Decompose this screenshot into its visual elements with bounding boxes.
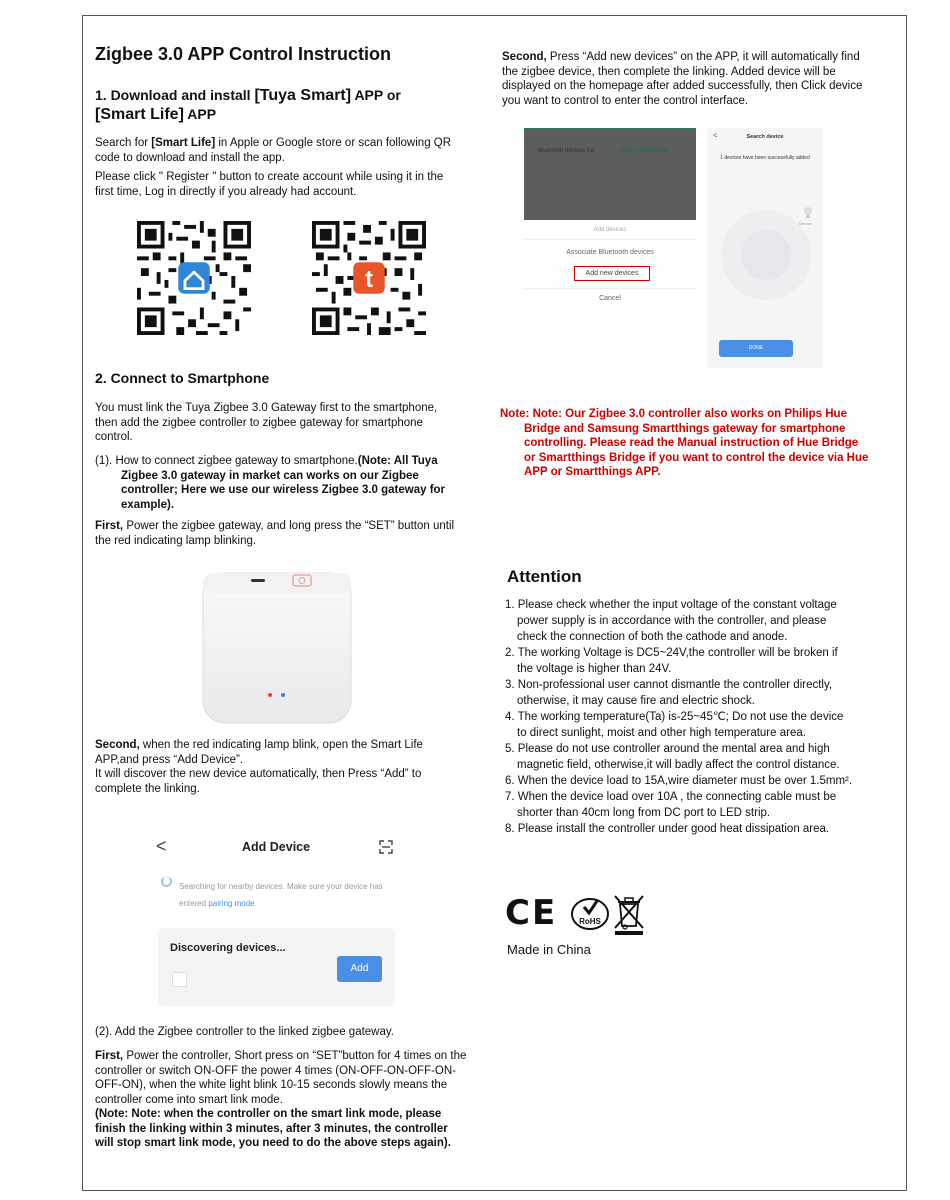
tab-zigbee-devices[interactable]: Zigbee devices list xyxy=(618,148,668,154)
tuya-smart-qr-code[interactable] xyxy=(312,221,426,335)
list-item: 3. Non-professional user cannot dismantle the controller directly, otherwise, it may cause fire and electric shock. xyxy=(505,679,833,707)
add-new-devices-item[interactable]: Add new devices xyxy=(574,266,650,281)
weee-bin-icon xyxy=(611,892,647,936)
discovering-card xyxy=(158,928,395,1006)
section2-second: Second, when the red indicating lamp blink, open the Smart Life APP,and press “Add Device”. It will discover the new device automatically, then Press “Add” to complete the linking. xyxy=(95,739,423,795)
page-title: Zigbee 3.0 APP Control Instruction xyxy=(95,44,392,64)
add-button[interactable]: Add xyxy=(337,956,382,982)
list-item: 2. The working Voltage is DC5~24V,the controller will be broken if the voltage is higher than 24V. xyxy=(505,647,838,675)
svg-text:RoHS: RoHS xyxy=(579,917,601,926)
section2-intro: You must link the Tuya Zigbee 3.0 Gateway first to the smartphone, then add the zigbee controller to zigbee gateway for smartphone control. xyxy=(95,402,438,443)
device-placeholder-icon xyxy=(172,972,187,987)
made-in-china: Made in China xyxy=(507,942,591,957)
done-button[interactable]: DONE xyxy=(719,340,793,357)
add-device-screen xyxy=(146,826,398,1008)
back-icon[interactable]: < xyxy=(156,836,167,856)
success-status: 1 devices have been successfully added xyxy=(720,155,810,161)
rohs-mark xyxy=(570,896,610,932)
section2-first: First, Power the zigbee gateway, and long press the “SET” button until the red indicating lamp blinking. xyxy=(95,520,455,547)
section2-first2: First, Power the controller, Short press on “SET”button for 4 times on the controller or switch ON-OFF the power 4 times (ON-OFF-ON-OFF-ON-OFF-ON), when the white light blink 10-15 seconds slowly means the controller come into smart link mode. (Note: Note: when the controller on the smart link mode, please finish the linking within 3 minutes, after 3 minutes, the controller will stop smart link mode, you need to do the above steps again). xyxy=(95,1050,467,1149)
cancel-item[interactable]: Cancel xyxy=(599,295,621,302)
menu-title: Add devices xyxy=(593,227,627,233)
gateway-app-screen xyxy=(524,128,696,305)
list-item: 4. The working temperature(Ta) is-25~45℃; Do not use the device to direct sunlight, moist and other high temperature area. xyxy=(505,711,844,739)
bulb-icon xyxy=(803,206,813,220)
back-icon[interactable]: < xyxy=(713,131,718,140)
section2-heading: 2. Connect to Smartphone xyxy=(95,370,270,386)
svg-text:t: t xyxy=(365,266,373,293)
section1-para2: Please click " Register " button to create account while using it in the first time, Log in directly if you already had account. xyxy=(95,171,444,198)
add-device-title: Add Device xyxy=(242,840,311,854)
list-item: 7. When the device load over 10A , the connecting cable must be shorter than 40cm long from DC port to LED strip. xyxy=(505,791,837,819)
section2-step1: (1). How to connect zigbee gateway to smartphone.(Note: All Tuya Zigbee 3.0 gateway in market can works on our Zigbee controller; Here we use our wireless Zigbee 3.0 gateway for example). xyxy=(95,455,446,511)
ce-mark: CE xyxy=(505,893,558,933)
smart-life-qr-code[interactable] xyxy=(137,221,251,335)
right-second: Second, Press “Add new devices” on the APP, it will automatically find the zigbee device, then complete the linking. Added device will be displayed on the homepage after added successfully, then Click device you want to control to enter the control interface. xyxy=(502,51,863,107)
loading-spinner-icon xyxy=(161,876,172,887)
search-device-title: Search device xyxy=(746,134,784,140)
zigbee-gateway-image xyxy=(199,569,355,727)
tab-bluetooth-devices[interactable]: Bluetooth devices list xyxy=(538,148,595,154)
dimmed-background xyxy=(524,128,696,220)
attention-title: Attention xyxy=(507,567,582,586)
searching-hint: Searching for nearby devices. Make sure your device has entered pairing mode. xyxy=(179,882,383,908)
associate-bluetooth-item[interactable]: Associate Bluetooth devices xyxy=(566,249,654,256)
instruction-sheet xyxy=(82,15,907,1191)
list-item: 5. Please do not use controller around the mental area and high magnetic field, otherwise,it will badly affect the control distance. xyxy=(505,743,840,771)
philips-hue-note: Note: Note: Our Zigbee 3.0 controller also works on Philips Hue Bridge and Samsung Smartthings gateway for smartphone controlling. Please read the Manual instruction of Hue Bridge or Smartthings Bridge if you want to control the device via Hue APP or Smartthings APP. xyxy=(500,408,869,478)
section1-heading: 1. Download and install [Tuya Smart] APP or [Smart Life] APP xyxy=(95,87,401,123)
section2-step2: (2). Add the Zigbee controller to the linked zigbee gateway. xyxy=(95,1026,394,1038)
section1-para1: Search for [Smart Life] in Apple or Google store or scan following QR code to download and install the app. xyxy=(95,137,452,164)
device-name: Dimmer xyxy=(799,222,812,226)
list-item: 6. When the device load to 15A,wire diameter must be over 1.5mm². xyxy=(505,775,853,787)
attention-list xyxy=(505,597,855,837)
scan-icon[interactable] xyxy=(379,840,393,854)
list-item: 8. Please install the controller under good heat dissipation area. xyxy=(505,823,830,835)
discovering-label: Discovering devices... xyxy=(170,942,286,954)
list-item: 1. Please check whether the input voltage of the constant voltage power supply is in accordance with the controller, and please check the connection of both the cathode and anode. xyxy=(505,599,837,643)
search-device-screen xyxy=(707,128,823,368)
